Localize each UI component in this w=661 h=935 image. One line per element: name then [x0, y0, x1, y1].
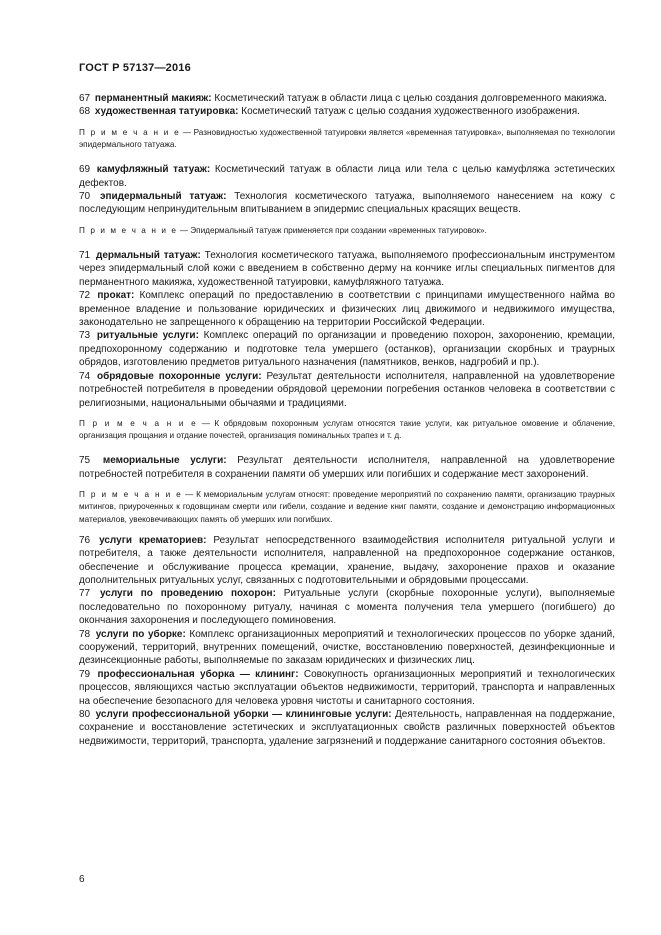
term-definition: Совокупность организационных мероприятий и технологических процессов, являющихся частью эксплуатации объектов недвижимости, территорий, транспорта и направленных на обеспечение безопасного для человека уровня чистоты и санитарного состояния.	[79, 668, 615, 707]
term-number: 72	[79, 290, 91, 302]
term-definition: Комплекс операций по организации и проведению похорон, захоронению, кремации, предпохоронному содержанию и подготовке тела умершего (останков), организации скорбных и траурных обрядов, изготовлению предметов ритуального назначения (памятников, венков, надгробий и пр.).	[79, 330, 615, 369]
term-definition: Технология косметического татуажа, выполняемого нанесением на кожу с последующим непринудительным впитыванием в эпидермис специальных красящих веществ.	[79, 191, 616, 216]
section-spacer	[79, 237, 615, 249]
term-name: дермальный татуаж:	[95, 250, 201, 262]
note	[79, 127, 615, 151]
terms-list	[79, 92, 615, 748]
term-entry	[79, 289, 615, 329]
term-entry	[79, 370, 615, 410]
term-entry	[79, 92, 615, 105]
term-entry	[79, 454, 615, 481]
section-spacer	[79, 526, 615, 534]
note-label: П р и м е ч а н и е	[79, 418, 198, 428]
term-definition: Комплекс операций по предоставлению в соответствии с принципами имущественного найма во временное владение и пользование юридических и физических лиц движимого и недвижимого имущества, законодательно не запрещенного к обращению на территории Российской Федерации.	[79, 290, 615, 329]
term-name: профессиональная уборка — клининг:	[97, 668, 299, 680]
term-number: 79	[79, 668, 91, 680]
term-entry	[79, 105, 615, 118]
note	[79, 225, 615, 237]
term-number: 70	[79, 191, 91, 203]
term-definition: Комплекс организационных мероприятий и технологических процессов по уборке зданий, сооружений, территорий, внутренних помещений, очистке, восстановлению поверхностей, дезинфекционные и дезинсекционные работы, выполняемые по заказам юридических и физических лиц.	[79, 628, 615, 667]
term-definition: Косметический татуаж с целью создания художественного изображения.	[238, 106, 580, 118]
term-name: художественная татуировка:	[94, 106, 239, 118]
term-name: ритуальные услуги:	[96, 330, 199, 342]
term-name: услуги по проведению похорон:	[99, 588, 276, 600]
term-name: эпидермальный татуаж:	[99, 191, 227, 203]
term-name: камуфляжный татуаж:	[96, 164, 211, 176]
term-name: услуги крематориев:	[99, 534, 207, 546]
term-name: услуги по уборке:	[95, 628, 186, 640]
term-definition: Результат деятельности исполнителя, направленной на удовлетворение потребностей потребителя в сохранении памяти об умерших или погибших и содержание мест захоронений.	[79, 455, 615, 480]
term-number: 69	[79, 164, 91, 176]
note-label: П р и м е ч а н и е	[79, 490, 183, 500]
note-label: П р и м е ч а н и е	[79, 127, 181, 137]
note	[79, 489, 615, 526]
term-number: 78	[79, 628, 91, 640]
term-name: перманентный макияж:	[94, 93, 212, 104]
term-definition: Результат непосредственного взаимодействия исполнителя ритуальной услуги и потребителя, а также деятельности исполнителя, направленной на предпохоронное содержание останков, обеспечение и обслуживание процесса кремации, хранение, выдачу, захоронение прахов и оказание дополнительных ритуальных услуг, связанных с подготовительными и обрядовыми процессами.	[79, 534, 616, 586]
term-definition: Ритуальные услуги (скорбные похоронные услуги), выполняемые последовательно по похоронному ритуалу, начиная с момента получения тела умершего (погибшего) до окончания захоронения и последующего поминовения.	[79, 588, 615, 627]
term-number: 68	[79, 106, 91, 118]
term-entry	[79, 534, 615, 588]
term-definition: Результат деятельности исполнителя, направленной на удовлетворение потребностей потребителя в проведении обрядовой церемонии погребения останков человека в соответствии с религиозными, национальными обычаями и традициями.	[79, 370, 615, 409]
page-number: 6	[79, 874, 85, 885]
term-entry	[79, 329, 615, 369]
note-text: — Разновидностью художественной татуировки является «временная татуировка», выполняемая по технологии эпидермального татуажа.	[79, 127, 615, 150]
term-definition: Косметический татуаж в области лица или тела с целью камуфляжа эстетических дефектов.	[79, 164, 616, 189]
term-entry	[79, 587, 615, 627]
document-header: ГОСТ Р 57137—2016	[79, 62, 191, 74]
term-name: прокат:	[97, 290, 135, 302]
term-name: услуги профессиональной уборки — клининговые услуги:	[95, 709, 392, 721]
note	[79, 418, 615, 442]
term-number: 76	[79, 534, 91, 546]
term-definition: Косметический татуаж в области лица с целью создания долговременного макияжа.	[211, 93, 607, 104]
term-number: 67	[79, 93, 91, 104]
term-entry	[79, 249, 615, 289]
term-definition: Деятельность, направленная на поддержание, сохранение и восстановление эстетических и эксплуатационных свойств различных поверхностей объектов недвижимости, территорий, транспорта, удаление загрязнений и поддержание санитарного состояния объектов.	[79, 709, 616, 747]
term-entry	[79, 668, 615, 708]
term-number: 80	[79, 709, 91, 721]
term-entry	[79, 190, 615, 217]
section-spacer	[79, 442, 615, 454]
term-number: 75	[79, 455, 91, 467]
term-definition: Технология косметического татуажа, выполняемого профессиональным инструментом через эпидермальный слой кожи с введением в собственно дерму на кончике иглы специальных пигментов для перманентного макияжа, художественной татуировки, камуфляжного татуажа.	[79, 250, 615, 288]
note-text: — Эпидермальный татуаж применяется при создании «временных татуировок».	[177, 225, 487, 235]
term-entry	[79, 628, 615, 668]
term-entry	[79, 708, 615, 748]
term-name: мемориальные услуги:	[102, 455, 227, 467]
note-text: — К мемориальным услугам относят: проведение мероприятий по сохранению памяти, организацию траурных митингов, приуроченных к годовщинам смерти или гибели, создание и ведение книг памяти, создание и демонстрацию информационных материалов, увековечивающих память об умерших или погибших.	[79, 490, 615, 524]
note-label: П р и м е ч а н и е	[79, 225, 178, 235]
term-number: 74	[79, 370, 91, 382]
term-entry	[79, 163, 615, 190]
term-number: 77	[79, 588, 91, 600]
term-number: 71	[79, 250, 91, 262]
term-name: обрядовые похоронные услуги:	[97, 370, 262, 382]
note-text: — К обрядовым похоронным услугам относятся такие услуги, как ритуальное омовение и облачение, организация прощания и отдание почестей, организация поминальных трапез и т. д.	[79, 418, 615, 441]
term-number: 73	[79, 330, 91, 342]
section-spacer	[79, 151, 615, 163]
